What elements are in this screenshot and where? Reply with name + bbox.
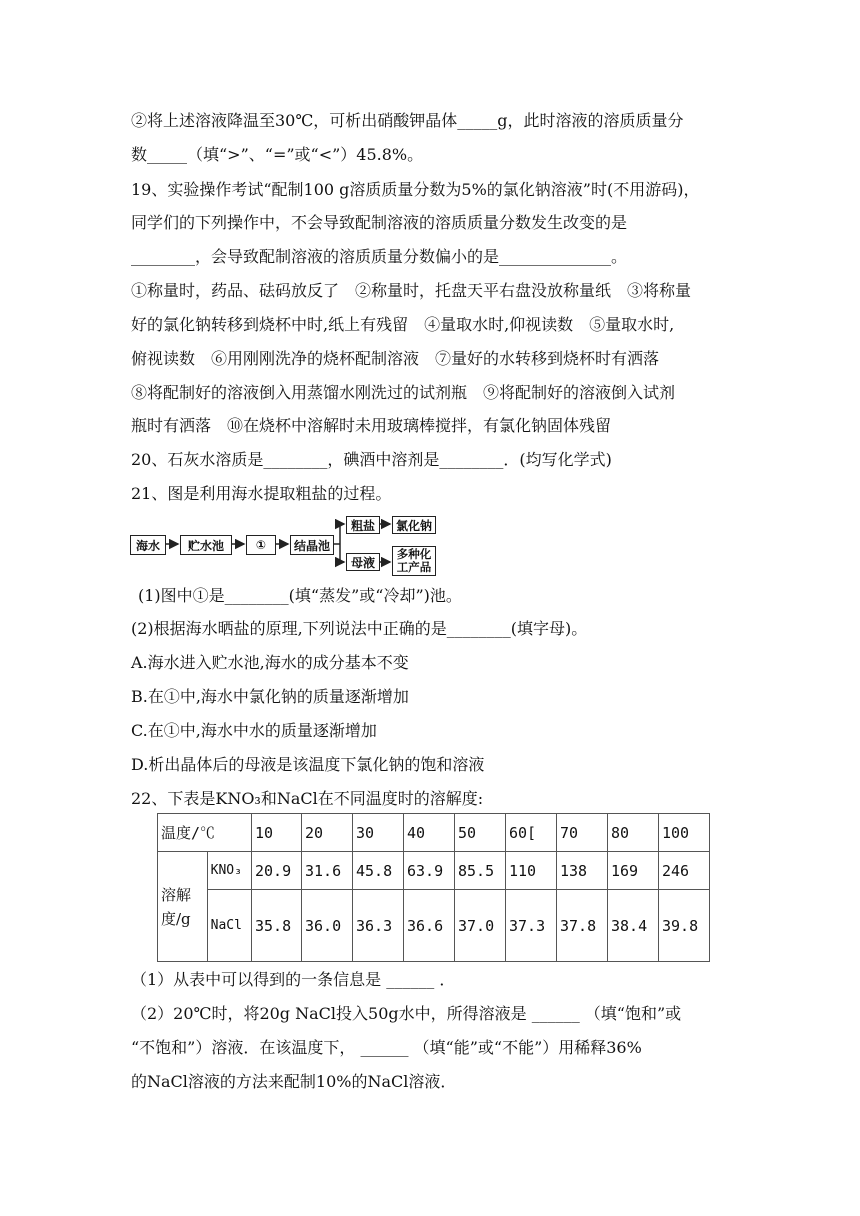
sodium-chloride-box: 氯化钠 [392,516,436,534]
crude-salt-box: 粗盐 [346,516,380,534]
nacl-cell: 37.0 [455,890,506,962]
text-line: 22、下表是KNO₃和NaCl在不同温度时的溶解度: [131,789,484,808]
kno3-cell: 31.6 [302,852,353,890]
kno3-cell: 20.9 [252,852,302,890]
kno3-cell: 246 [659,852,710,890]
kno3-cell: 85.5 [455,852,506,890]
text-line: A.海水进入贮水池,海水的成分基本不变 [131,653,409,672]
header-label: 温度/℃ [158,814,252,852]
text-line: （1）从表中可以得到的一条信息是 ______ ． [131,970,456,989]
kno3-cell: 45.8 [353,852,404,890]
kno3-cell: 63.9 [404,852,455,890]
text-line: 的NaCl溶液的方法来配制10%的NaCl溶液． [131,1072,457,1091]
nacl-cell: 38.4 [608,890,659,962]
temp-cell: 60[ [506,814,557,852]
text-line: 好的氯化钠转移到烧杯中时,纸上有残留 ④量取水时,仰视读数 ⑤量取水时, [131,315,675,334]
text-line: 21、图是利用海水提取粗盐的过程。 [131,484,392,503]
crystallization-pond-box: 结晶池 [290,535,334,555]
text-line: 20、石灰水溶质是________，碘酒中溶剂是________．(均写化学式) [131,450,612,469]
temp-cell: 30 [353,814,404,852]
text-line: 俯视读数 ⑥用刚刚洗净的烧杯配制溶液 ⑦量好的水转移到烧杯时有洒落 [131,349,660,368]
temp-cell: 50 [455,814,506,852]
text-line: ⑧将配制好的溶液倒入用蒸馏水刚洗过的试剂瓶 ⑨将配制好的溶液倒入试剂 [131,383,676,402]
text-line: 瓶时有洒落 ⑩在烧杯中溶解时未用玻璃棒搅拌，有氯化钠固体残留 [131,416,612,435]
solubility-table [157,813,710,962]
chemical-products-box: 多种化工产品 [392,546,436,576]
temp-cell: 100 [659,814,710,852]
kno3-cell: 110 [506,852,557,890]
nacl-cell: 37.3 [506,890,557,962]
mother-liquor-box: 母液 [346,553,380,571]
text-line: 数_____（填“>”、“=”或“<”）45.8%。 [131,145,424,164]
text-line: ②将上述溶液降温至30℃，可析出硝酸钾晶体_____g，此时溶液的溶质质量分 [131,111,684,130]
text-line: 同学们的下列操作中，不会导致配制溶液的溶质质量分数发生改变的是 [131,213,628,232]
temp-cell: 20 [302,814,353,852]
reservoir-box: 贮水池 [180,535,232,555]
temp-cell: 80 [608,814,659,852]
temp-cell: 10 [252,814,302,852]
nacl-cell: 36.3 [353,890,404,962]
nacl-cell: 36.6 [404,890,455,962]
seawater-box: 海水 [130,535,166,555]
nacl-label: NaCl [207,890,251,962]
nacl-cell: 39.8 [659,890,710,962]
nacl-cell: 36.0 [302,890,353,962]
text-line: (2)根据海水晒盐的原理,下列说法中正确的是________(填字母)。 [131,619,588,638]
temp-cell: 40 [404,814,455,852]
temp-cell: 70 [557,814,608,852]
text-line: （2）20℃时，将20g NaCl投入50g水中，所得溶液是 ______ （填“饱和”或 [131,1004,682,1023]
kno3-cell: 169 [608,852,659,890]
text-line: 19、实验操作考试“配制100 g溶质质量分数为5%的氯化钠溶液”时(不用游码)， [131,180,700,199]
nacl-cell: 35.8 [252,890,302,962]
solubility-label: 溶解度/g [158,852,208,962]
pond-1-box: ① [246,535,276,555]
text-line: (1)图中①是________(填“蒸发”或“冷却”)池。 [138,586,462,605]
text-line: ________，会导致配制溶液的溶质质量分数偏小的是______________。 [131,247,628,266]
kno3-cell: 138 [557,852,608,890]
nacl-cell: 37.8 [557,890,608,962]
kno3-label: KNO₃ [207,852,251,890]
text-line: B.在①中,海水中氯化钠的质量逐渐增加 [131,687,409,706]
text-line: ①称量时，药品、砝码放反了 ②称量时，托盘天平右盘没放称量纸 ③将称量 [131,281,692,300]
text-line: D.析出晶体后的母液是该温度下氯化钠的饱和溶液 [131,755,485,774]
text-line: “不饱和”）溶液．在该温度下， ______ （填“能”或“不能”）用稀释36% [131,1038,642,1057]
text-line: C.在①中,海水中水的质量逐渐增加 [131,721,377,740]
